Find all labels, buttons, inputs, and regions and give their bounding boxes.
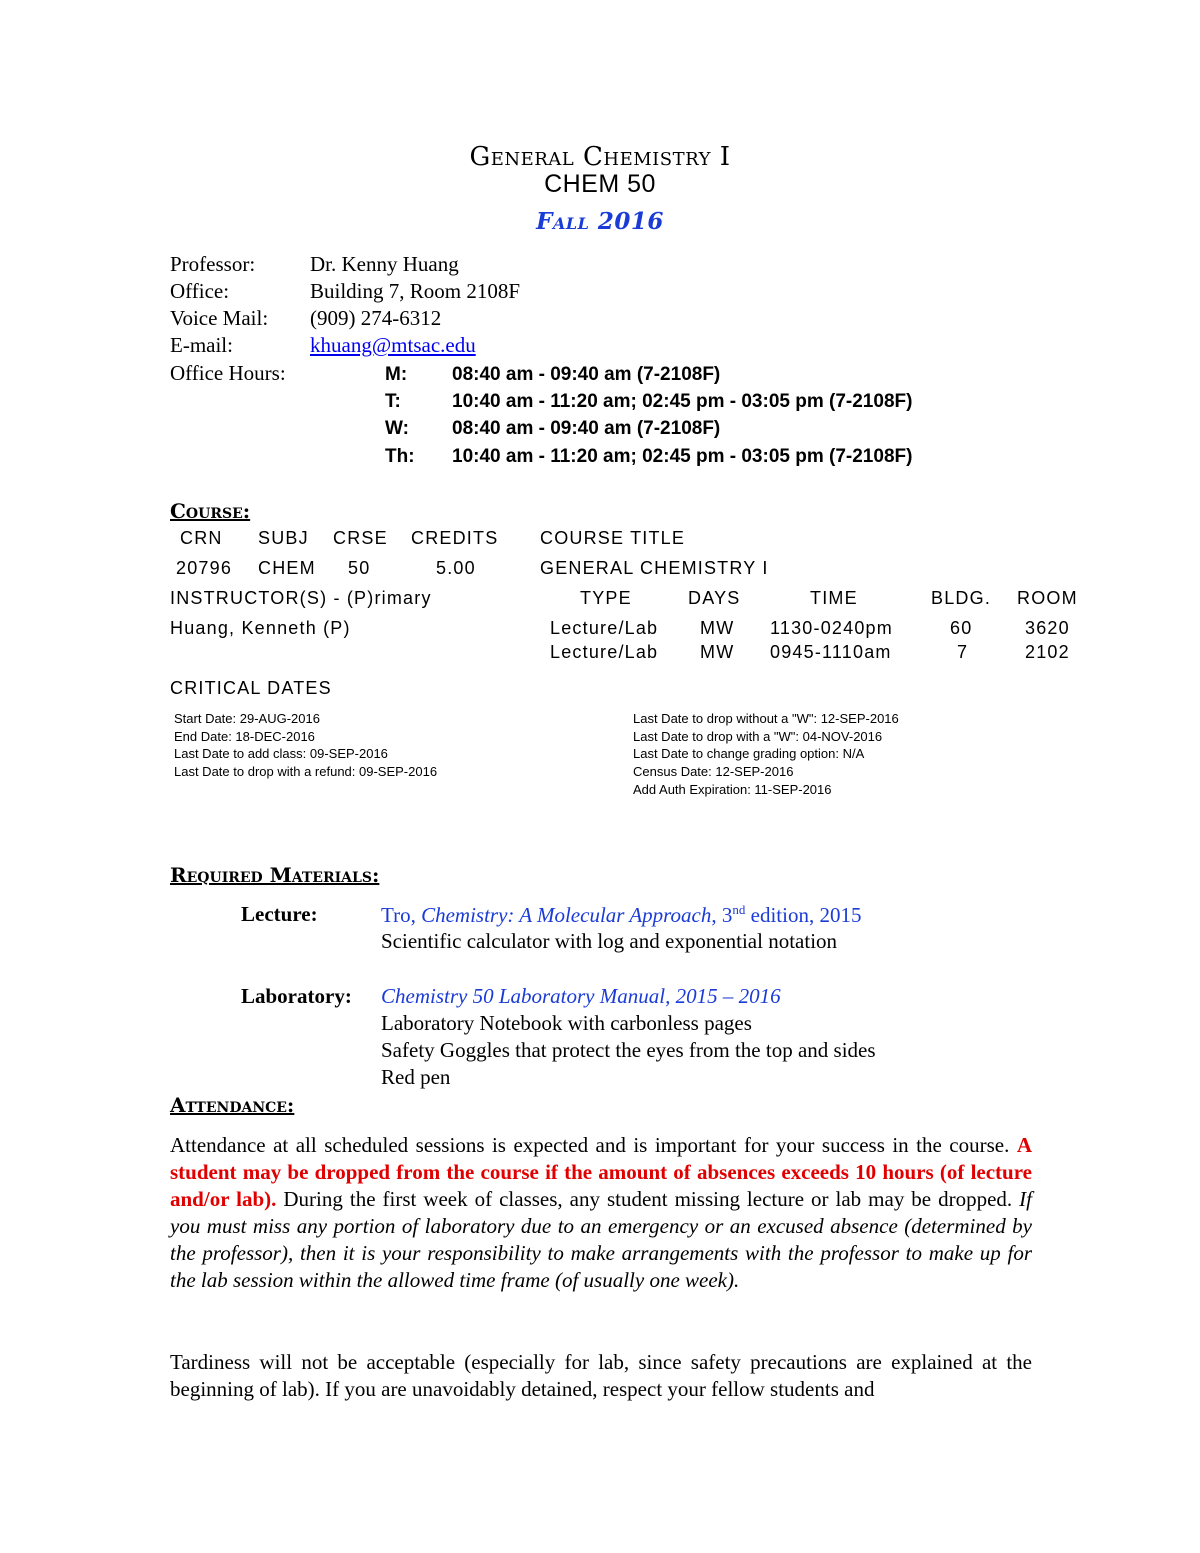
office-hours-time: 10:40 am - 11:20 am; 02:45 pm - 03:05 pm (7-2108F) [452,391,913,412]
col-header-time: TIME [810,588,858,608]
col-header-credits: CREDITS [411,528,499,548]
section-type: Lecture/Lab [550,618,659,638]
section-time: 1130-0240pm [770,618,893,638]
critical-date-item: Last Date to drop without a "W": 12-SEP-2016 [633,711,899,726]
critical-date-item: Last Date to drop with a "W": 04-NOV-2016 [633,729,883,744]
course-title-value: GENERAL CHEMISTRY I [540,558,769,578]
office-hours-time: 08:40 am - 09:40 am (7-2108F) [452,364,721,385]
voicemail-label: Voice Mail: [170,306,269,330]
office-hours-day: M: [385,364,408,385]
section-time: 0945-1110am [770,642,892,662]
col-header-subj: SUBJ [258,528,309,548]
course-crn: 20796 [176,558,233,578]
office-value: Building 7, Room 2108F [310,279,521,303]
lab-label: Laboratory: [241,984,352,1008]
office-hours-time: 08:40 am - 09:40 am (7-2108F) [452,418,721,439]
col-header-days: DAYS [688,588,741,608]
attendance-drop-policy: A student may be dropped from the course if the amount of absences exceeds 10 hours (of lecture and/or lab). [170,1133,1032,1211]
lab-item: Red pen [381,1065,451,1089]
lecture-calculator: Scientific calculator with log and exponential notation [381,929,838,953]
critical-date-item: Last Date to change grading option: N/A [633,746,865,761]
attendance-heading: Attendance: [170,1093,295,1117]
section-days: MW [700,618,735,638]
instructor-name: Huang, Kenneth (P) [170,618,351,638]
attendance-paragraph [170,1132,1032,1294]
critical-dates-heading: CRITICAL DATES [170,678,332,698]
lecture-textbook [381,902,861,928]
office-hours-day: Th: [385,446,415,467]
office-hours-day: T: [385,391,401,412]
col-header-instructor: INSTRUCTOR(S) - (P)rimary [170,588,432,608]
office-hours-time: 10:40 am - 11:20 am; 02:45 pm - 03:05 pm (7-2108F) [452,446,913,467]
critical-date-item: Add Auth Expiration: 11-SEP-2016 [633,782,832,797]
col-header-type: TYPE [580,588,632,608]
course-heading: Course: [170,499,251,523]
section-room: 3620 [1025,618,1070,638]
col-header-course-title: COURSE TITLE [540,528,686,548]
course-title: General Chemistry I [469,142,731,172]
col-header-crn: CRN [180,528,223,548]
tardiness-paragraph: Tardiness will not be acceptable (especially for lab, since safety precautions are explained at the beginning of lab). If you are unavoidably detained, respect your fellow students and [170,1350,1032,1401]
lab-manual: Chemistry 50 Laboratory Manual, 2015 – 2016 [381,984,781,1008]
course-credits: 5.00 [436,558,476,578]
office-label: Office: [170,279,230,303]
lecture-label: Lecture: [241,902,318,926]
critical-date-item: End Date: 18-DEC-2016 [174,729,315,744]
email-label: E-mail: [170,333,233,357]
textbook-year: edition, 2015 [745,903,862,927]
textbook-edition: , 3 [711,903,733,927]
critical-date-item: Last Date to add class: 09-SEP-2016 [174,746,388,761]
section-type: Lecture/Lab [550,642,659,662]
col-header-room: ROOM [1017,588,1078,608]
term: Fall 2016 [536,208,664,235]
textbook-title: Chemistry: A Molecular Approach [421,903,712,927]
critical-date-item: Last Date to drop with a refund: 09-SEP-2016 [174,764,438,779]
section-bldg: 7 [957,642,969,662]
critical-date-item: Census Date: 12-SEP-2016 [633,764,794,779]
course-code: CHEM 50 [544,170,656,198]
attendance-makeup-policy: If you must miss any portion of laboratory due to an emergency or an excused absence (determined by the professor), then it is your responsibility to make arrangements with the professor to make up for the lab session within the allowed time frame (of usually one week). [170,1187,1032,1292]
attendance-text: Attendance at all scheduled sessions is expected and is important for your success in the course. [170,1133,1017,1157]
textbook-author: Tro, [381,903,422,927]
course-crse: 50 [348,558,371,578]
lab-item: Laboratory Notebook with carbonless pages [381,1011,752,1035]
col-header-bldg: BLDG. [931,588,992,608]
textbook-edition-suffix: nd [732,902,746,917]
professor-label: Professor: [170,252,256,276]
section-room: 2102 [1025,642,1070,662]
office-hours-label: Office Hours: [170,361,286,385]
course-subj: CHEM [258,558,316,578]
critical-date-item: Start Date: 29-AUG-2016 [174,711,320,726]
professor-value: Dr. Kenny Huang [310,252,459,276]
section-days: MW [700,642,735,662]
voicemail-value: (909) 274-6312 [310,306,442,330]
materials-heading: Required Materials: [170,863,380,887]
section-bldg: 60 [950,618,973,638]
lab-item: Safety Goggles that protect the eyes from the top and sides [381,1038,876,1062]
office-hours-day: W: [385,418,409,439]
col-header-crse: CRSE [333,528,388,548]
attendance-text: During the first week of classes, any student missing lecture or lab may be dropped. [276,1187,1020,1211]
email-link[interactable]: khuang@mtsac.edu [310,333,476,357]
